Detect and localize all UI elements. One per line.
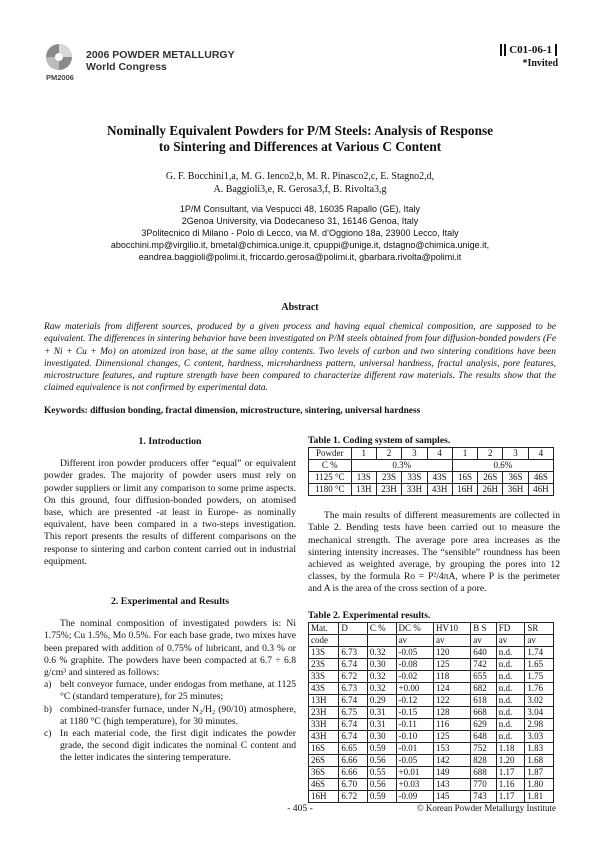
table-cell: 1.87 <box>525 766 554 778</box>
table-row <box>309 718 554 730</box>
table-row: 1180 °C 13H 23H 33H 43H 16H 26H 36H 46H <box>309 484 554 496</box>
table-cell: 6.73 <box>339 646 368 658</box>
title-line2: to Sintering and Differences at Various C Content <box>158 139 442 154</box>
table-cell: 23S <box>309 658 339 670</box>
table-header: D <box>339 622 368 634</box>
table1-caption: Table 1. Coding system of samples. <box>308 435 451 446</box>
conference-line2: World Congress <box>86 61 167 73</box>
table-row <box>309 754 554 766</box>
table-cell: 0.31 <box>367 718 396 730</box>
table-cell: 1.74 <box>525 646 554 658</box>
table-header: code <box>309 634 339 646</box>
table-cell: 0.31 <box>367 706 396 718</box>
table-cell: 118 <box>434 670 471 682</box>
experimental-heading: 2. Experimental and Results <box>110 596 230 608</box>
affiliation-line: abocchini.mp@virgilio.it, bmetal@chimica.unige.it, cpuppi@unige.it, dstagno@chimica.unige.it, <box>110 240 490 250</box>
table-cell: 1.76 <box>525 682 554 694</box>
table-cell: 26S <box>309 754 339 766</box>
list-item: a) belt conveyor furnace, under endogas from methane, at 1125 °C (standard temperature), for 25 minutes; <box>44 679 296 703</box>
table-cell: -0.12 <box>396 694 434 706</box>
table-cell: n.d. <box>496 682 525 694</box>
affiliations <box>0 203 600 263</box>
table-row <box>309 694 554 706</box>
table-cell: 743 <box>471 790 496 802</box>
paper-title <box>0 123 600 155</box>
table-header: Mat. <box>309 622 339 634</box>
table-row <box>309 658 554 670</box>
authors-line1: G. F. Bocchini1,a, M. G. Ienco2,b, M. R. Pinasco2,c, E. Stagno2,d, <box>165 171 435 182</box>
table-cell: 0.59 <box>367 742 396 754</box>
table-cell: n.d. <box>496 658 525 670</box>
list-item: b) combined-transfer furnace, under N₂/H₂ (90/10) atmosphere, at 1180 °C (high temperature), for 30 minutes. <box>44 703 296 727</box>
table-cell: n.d. <box>496 694 525 706</box>
table-cell: 0.30 <box>367 730 396 742</box>
table1: Powder 1 2 3 4 1 2 3 4 C % 0.3% 0.6% 1125 °C 13S 23S 33S 43S 16S 26S 36S 46S 1180 °C 13H 23H 33H 43H 16H 26H 36H 46H <box>308 447 554 496</box>
authors <box>0 170 600 196</box>
table-cell: 43S <box>309 682 339 694</box>
table-cell: 6.74 <box>339 658 368 670</box>
table-row <box>309 766 554 778</box>
table-cell: 0.56 <box>367 778 396 790</box>
table-cell: n.d. <box>496 670 525 682</box>
table-header <box>367 634 396 646</box>
table-row <box>309 778 554 790</box>
table-cell: -0.05 <box>396 754 434 766</box>
table-cell: -0.01 <box>396 742 434 754</box>
table-cell: 16H <box>309 790 339 802</box>
table-cell: 6.74 <box>339 730 368 742</box>
pm2006-logo <box>44 42 74 72</box>
table-cell: 125 <box>434 730 471 742</box>
table-header: av <box>434 634 471 646</box>
table-cell: -0.02 <box>396 670 434 682</box>
table-cell: 6.72 <box>339 790 368 802</box>
table-cell: 145 <box>434 790 471 802</box>
table-cell: 1.18 <box>496 742 525 754</box>
table-cell: 682 <box>471 682 496 694</box>
table-cell: 668 <box>471 706 496 718</box>
table-cell: 1.68 <box>525 754 554 766</box>
table-cell: 6.73 <box>339 682 368 694</box>
table-cell: +0.00 <box>396 682 434 694</box>
intro-text: Different iron powder producers offer “equal” or equivalent powder grades. The majority of powder users must rely on powder suppliers or limit any comparison to some prime aspects. On this ground, four diffusion-bonded powders, on atomised base, which are presented -at least in Europe- as nominally equivalent, have been compared in a two-steps investigation. This report presents the results of different comparisons on the response to sintering and carbon content carried out in industrial equipment. <box>44 458 296 567</box>
table-header: C % <box>367 622 396 634</box>
table-cell: 6.72 <box>339 670 368 682</box>
table-cell: 23H <box>309 706 339 718</box>
copyright: © Korean Powder Metallurgy Institute <box>416 803 556 813</box>
table-cell: 128 <box>434 706 471 718</box>
table-header: B S <box>471 622 496 634</box>
table-cell: -0.15 <box>396 706 434 718</box>
table-row <box>309 742 554 754</box>
table-cell: 46S <box>309 778 339 790</box>
table-cell: 752 <box>471 742 496 754</box>
experimental-text: The nominal composition of investigated powders is: Ni 1.75%; Cu 1.5%, Mo 0.5%. For each base grade, two mixes have been prepared with addition of 0.75% of lubricant, and 0.3 % or 0.6 % graphite. The powders have been compacted at 6.7 ÷ 6.8 g/cm³ and sintered as follows: <box>44 618 296 679</box>
affiliation-line: eandrea.baggioli@polimi.it, friccardo.gerosa@polimi.it, gbarbara.rivolta@polimi.it <box>138 252 462 262</box>
table-cell: 6.65 <box>339 742 368 754</box>
table2 <box>308 622 554 803</box>
table-row: 1125 °C 13S 23S 33S 43S 16S 26S 36S 46S <box>309 472 554 484</box>
table-cell: 1.83 <box>525 742 554 754</box>
page-number: - 405 - <box>287 803 313 814</box>
affiliation-line: 2Genoa University, via Dodecaneso 31, 16146 Genoa, Italy <box>181 216 419 226</box>
table-header <box>339 634 368 646</box>
table-cell: 125 <box>434 658 471 670</box>
table-cell: -0.09 <box>396 790 434 802</box>
table-cell: n.d. <box>496 706 525 718</box>
table-cell: 3.02 <box>525 694 554 706</box>
table-cell: 828 <box>471 754 496 766</box>
table-cell: 3.03 <box>525 730 554 742</box>
table-header: C % <box>309 460 352 472</box>
table-cell: 1.17 <box>496 766 525 778</box>
table-cell: 143 <box>434 778 471 790</box>
table-cell: 6.75 <box>339 706 368 718</box>
table-cell: -0.08 <box>396 658 434 670</box>
table-cell: 1.20 <box>496 754 525 766</box>
table-cell: 153 <box>434 742 471 754</box>
table-row <box>309 730 554 742</box>
table-header: DC % <box>396 622 434 634</box>
table-header: SR <box>525 622 554 634</box>
table-cell: 116 <box>434 718 471 730</box>
table-cell: 6.74 <box>339 694 368 706</box>
table-cell: 0.59 <box>367 790 396 802</box>
table-cell: 618 <box>471 694 496 706</box>
table-row <box>309 790 554 802</box>
table-cell: 1.81 <box>525 790 554 802</box>
table-cell: 770 <box>471 778 496 790</box>
table-header: av <box>471 634 496 646</box>
table-cell: 33S <box>309 670 339 682</box>
right-column <box>308 435 560 803</box>
table-cell: 648 <box>471 730 496 742</box>
table-cell: 742 <box>471 658 496 670</box>
table-cell: 0.32 <box>367 682 396 694</box>
table-header: av <box>496 634 525 646</box>
table-cell: 629 <box>471 718 496 730</box>
table-cell: 1.65 <box>525 658 554 670</box>
paper-code <box>499 44 558 56</box>
table-header: av <box>525 634 554 646</box>
logo-text: PM2006 <box>46 73 74 82</box>
affiliation-line: 1P/M Consultant, via Vespucci 48, 16035 Rapallo (GE), Italy <box>179 204 421 214</box>
table-cell: 3.04 <box>525 706 554 718</box>
title-line1: Nominally Equivalent Powders for P/M Steels: Analysis of Response <box>106 123 494 138</box>
table-cell: n.d. <box>496 730 525 742</box>
table-cell: 1.80 <box>525 778 554 790</box>
table-cell: 16S <box>309 742 339 754</box>
table-cell: 1.75 <box>525 670 554 682</box>
table-cell: n.d. <box>496 718 525 730</box>
abstract-text: Raw materials from different sources, produced by a given process and having equal chemical composition, are supposed to be equivalent. The differences in sintering behavior have been investigated on P/M steels obtained from four diffusion-bonded powders (Fe + Ni + Cu + Mo) on atomized iron base, at the same alloy contents. Two levels of carbon and two sintering conditions have been investigated. Dimensional changes, C content, hardness, microhardness pattern, universal hardness, fractal analysis, pore features, microstructure features, and rupture strength have been compared to characterize different raw materials. The results show that the claimed equivalence is not confirmed by experimental data. <box>44 322 556 394</box>
table-cell: 1.16 <box>496 778 525 790</box>
table-cell: 0.29 <box>367 694 396 706</box>
authors-line2: A. Baggioli3,e, R. Gerosa3,f, B. Rivolta3,g <box>213 184 387 195</box>
keywords: Keywords: diffusion bonding, fractal dimension, microstructure, sintering, universal hardness <box>44 406 421 416</box>
table-cell: 0.32 <box>367 646 396 658</box>
table-cell: 1.17 <box>496 790 525 802</box>
abstract-heading: Abstract <box>281 302 319 313</box>
table-cell: 43H <box>309 730 339 742</box>
table-header: av <box>396 634 434 646</box>
table-cell: 0.30 <box>367 658 396 670</box>
paper-code-text: C01-06-1 <box>509 44 552 56</box>
invited-label: *Invited <box>522 58 558 69</box>
table-cell: 6.66 <box>339 766 368 778</box>
intro-heading: 1. Introduction <box>138 436 202 447</box>
table-cell: 2.98 <box>525 718 554 730</box>
table-cell: -0.05 <box>396 646 434 658</box>
table2-caption: Table 2. Experimental results. <box>308 609 431 621</box>
table-cell: 13H <box>309 694 339 706</box>
table-cell: 688 <box>471 766 496 778</box>
table-cell: 122 <box>434 694 471 706</box>
table-cell: 6.70 <box>339 778 368 790</box>
left-column <box>44 436 296 765</box>
table-cell: 655 <box>471 670 496 682</box>
results-text: The main results of different measurements are collected in Table 2. Bending tests have been carried out to measure the mechanical strength. The average pore area increases as the sintering intensity increases. The “sensible” roundness has been achieved as weighted average, by grouping the pores into 12 classes, by the formula Ro = P²/4πA, where P is the perimeter and A is the area of the cross section of a pore. <box>308 510 560 595</box>
table-header: FD <box>496 622 525 634</box>
table-cell: 120 <box>434 646 471 658</box>
table-cell: 124 <box>434 682 471 694</box>
table-cell: 6.66 <box>339 754 368 766</box>
table-row <box>309 682 554 694</box>
table-cell: 149 <box>434 766 471 778</box>
table-row <box>309 646 554 658</box>
table-cell: 0.56 <box>367 754 396 766</box>
table-row <box>309 670 554 682</box>
sintering-list <box>44 679 296 764</box>
table-cell: -0.11 <box>396 718 434 730</box>
table-header: Powder <box>309 448 352 460</box>
conference-title <box>86 49 235 73</box>
table-cell: -0.10 <box>396 730 434 742</box>
conference-line1: 2006 POWDER METALLURGY <box>86 49 235 61</box>
table-cell: 0.55 <box>367 766 396 778</box>
list-item: c) In each material code, the first digit indicates the powder grade, the second digit indicates the nominal C content and the letter indicates the sintering temperature. <box>44 728 296 764</box>
table-row <box>309 706 554 718</box>
table-header: HV10 <box>434 622 471 634</box>
table-cell: 13S <box>309 646 339 658</box>
table-cell: 36S <box>309 766 339 778</box>
table-cell: n.d. <box>496 646 525 658</box>
table-cell: 33H <box>309 718 339 730</box>
affiliation-line: 3Politecnico di Milano - Polo di Lecco, via M. d’Oggiono 18a, 23900 Lecco, Italy <box>141 228 459 238</box>
table-cell: 6.74 <box>339 718 368 730</box>
table-cell: +0.03 <box>396 778 434 790</box>
table-cell: 142 <box>434 754 471 766</box>
table-cell: 0.32 <box>367 670 396 682</box>
table-cell: 640 <box>471 646 496 658</box>
table-cell: +0.01 <box>396 766 434 778</box>
